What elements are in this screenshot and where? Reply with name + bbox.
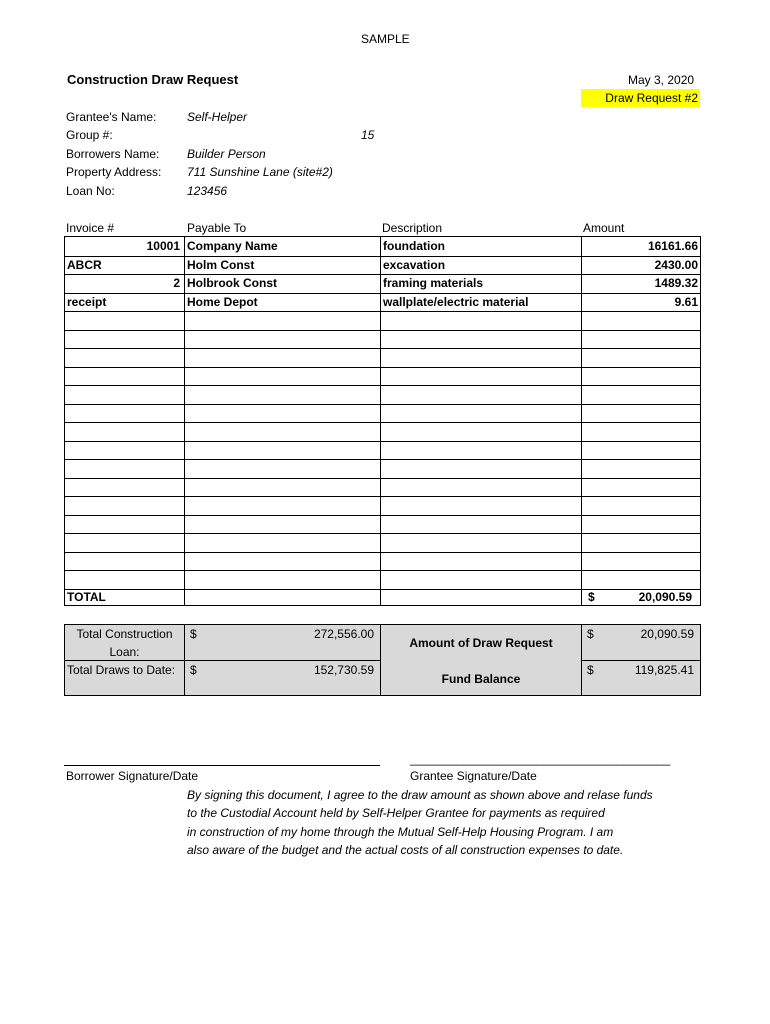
table-cell-invoice: 10001 bbox=[146, 239, 180, 253]
row-divider bbox=[65, 533, 700, 534]
table-cell-description: wallplate/electric material bbox=[383, 295, 529, 309]
statement-line: to the Custodial Account held by Self-Helper Grantee for payments as required bbox=[187, 806, 605, 820]
total-currency: $ bbox=[588, 590, 595, 604]
column-header-payable: Payable To bbox=[187, 221, 247, 235]
fund-balance-value: 119,825.41 bbox=[634, 663, 694, 677]
request-date: May 3, 2020 bbox=[628, 73, 695, 87]
property-address-label: Property Address: bbox=[66, 165, 162, 179]
draws-to-date-currency: $ bbox=[190, 663, 197, 677]
borrower-signature-line bbox=[64, 765, 380, 766]
row-divider bbox=[65, 367, 700, 368]
table-cell-payable: Holm Const bbox=[187, 258, 255, 272]
table-cell-amount: 1489.32 bbox=[654, 276, 698, 290]
statement-line: in construction of my home through the Mutual Self-Help Housing Program. I am bbox=[187, 825, 614, 839]
row-divider bbox=[65, 496, 700, 497]
draw-amount-currency: $ bbox=[587, 627, 594, 641]
row-divider bbox=[65, 478, 700, 479]
column-header-description: Description bbox=[382, 221, 443, 235]
summary-block bbox=[64, 624, 701, 696]
borrower-name-label: Borrowers Name: bbox=[66, 147, 160, 161]
table-cell-invoice: ABCR bbox=[67, 258, 102, 272]
table-cell-amount: 16161.66 bbox=[647, 239, 698, 253]
row-divider bbox=[65, 385, 700, 386]
statement-line: By signing this document, I agree to the draw amount as shown above and relase funds bbox=[187, 788, 653, 802]
table-cell-description: framing materials bbox=[383, 276, 484, 290]
row-divider bbox=[65, 515, 700, 516]
table-cell-amount: 9.61 bbox=[674, 295, 698, 309]
row-divider bbox=[65, 441, 700, 442]
construction-loan-label: Total Construction bbox=[76, 627, 173, 641]
row-divider bbox=[65, 330, 700, 331]
construction-loan-currency: $ bbox=[190, 627, 197, 641]
table-cell-description: foundation bbox=[383, 239, 445, 253]
borrower-name-value: Builder Person bbox=[187, 147, 266, 161]
table-cell-invoice: 2 bbox=[173, 276, 180, 290]
watermark-label: SAMPLE bbox=[361, 32, 410, 46]
statement-line: also aware of the budget and the actual costs of all construction expenses to date. bbox=[187, 843, 624, 857]
table-cell-description: excavation bbox=[383, 258, 446, 272]
group-label: Group #: bbox=[66, 128, 113, 142]
loan-number-value: 123456 bbox=[187, 184, 228, 198]
fund-balance-currency: $ bbox=[587, 663, 594, 677]
grantee-signature-label: Grantee Signature/Date bbox=[410, 769, 537, 783]
draws-to-date-value: 152,730.59 bbox=[313, 663, 374, 677]
total-label: TOTAL bbox=[67, 590, 106, 604]
row-divider bbox=[65, 570, 700, 571]
column-header-amount: Amount bbox=[583, 221, 625, 235]
table-cell-payable: Home Depot bbox=[187, 295, 258, 309]
invoice-table bbox=[64, 236, 701, 606]
grantee-name-label: Grantee's Name: bbox=[66, 110, 157, 124]
property-address-value: 711 Sunshine Lane (site#2) bbox=[187, 165, 333, 179]
draws-to-date-label: Total Draws to Date: bbox=[67, 663, 176, 677]
loan-number-label: Loan No: bbox=[66, 184, 115, 198]
construction-loan-label-cont: Loan: bbox=[109, 645, 140, 659]
table-cell-amount: 2430.00 bbox=[654, 258, 698, 272]
column-header-invoice: Invoice # bbox=[66, 221, 115, 235]
grantee-signature-line: _______________________________________ bbox=[410, 752, 671, 766]
row-divider bbox=[65, 552, 700, 553]
row-divider bbox=[65, 459, 700, 460]
row-divider bbox=[65, 589, 700, 590]
fund-balance-label: Fund Balance bbox=[441, 672, 521, 686]
construction-loan-value: 272,556.00 bbox=[313, 627, 374, 641]
borrower-signature-label: Borrower Signature/Date bbox=[66, 769, 199, 783]
row-divider bbox=[65, 348, 700, 349]
draw-amount-label: Amount of Draw Request bbox=[409, 636, 553, 650]
row-divider bbox=[65, 422, 700, 423]
table-cell-invoice: receipt bbox=[67, 295, 107, 309]
draw-amount-value: 20,090.59 bbox=[640, 627, 694, 641]
total-amount: 20,090.59 bbox=[638, 590, 692, 604]
page-title: Construction Draw Request bbox=[67, 72, 239, 87]
row-divider bbox=[65, 404, 700, 405]
grantee-name-value: Self-Helper bbox=[187, 110, 248, 124]
group-value: 15 bbox=[361, 128, 375, 142]
row-divider bbox=[65, 311, 700, 312]
table-cell-payable: Holbrook Const bbox=[187, 276, 277, 290]
draw-request-badge: Draw Request #2 bbox=[581, 89, 700, 107]
table-cell-payable: Company Name bbox=[187, 239, 278, 253]
